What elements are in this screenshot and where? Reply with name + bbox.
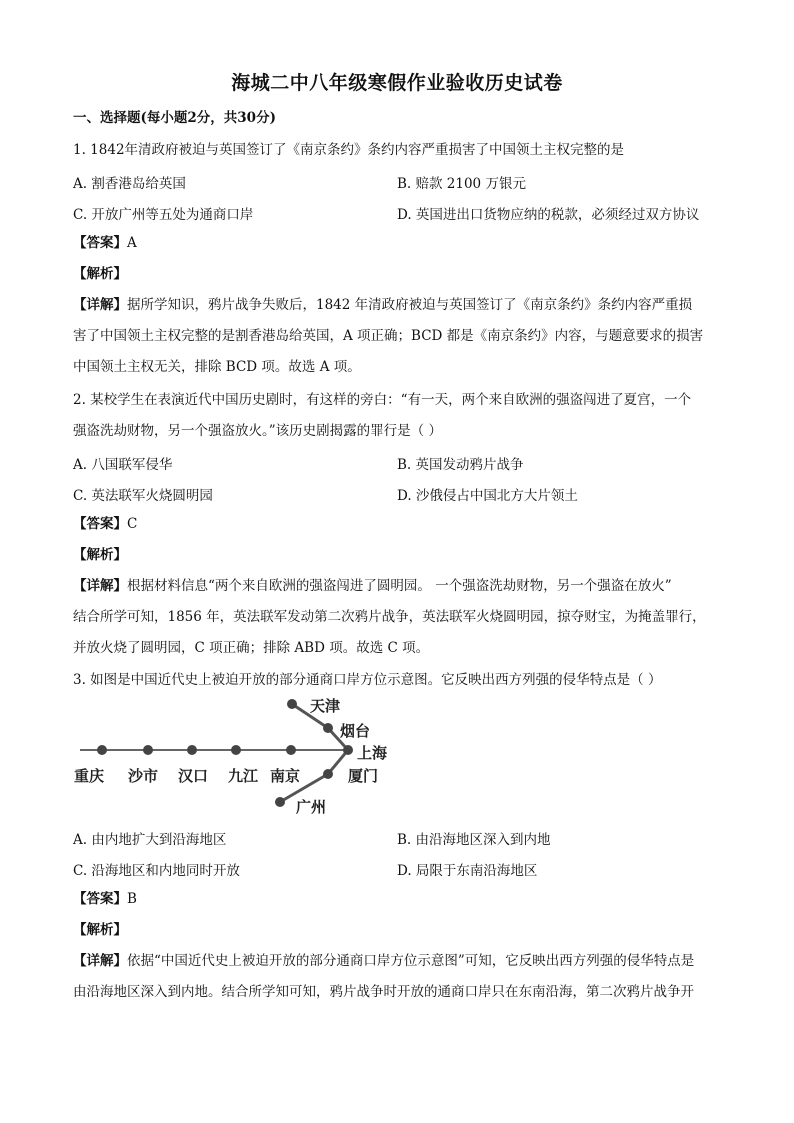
port-dot-shanghai [343, 745, 353, 755]
q2-option-b: B. 英国发动鸦片战争 [397, 457, 524, 473]
answer-value: C [127, 516, 138, 532]
map-label-guangzhou: 广州 [296, 798, 327, 816]
q3-answer [73, 889, 137, 909]
map-label-shanghai: 上海 [357, 744, 388, 762]
detail-text: 根据材料信息“两个来自欧洲的强盗闯进了圆明园。 一个强盗洗劫财物，另一个强盗在放火” [127, 578, 672, 594]
map-label-jiujiang: 九江 [228, 767, 259, 785]
q2-answer [73, 514, 137, 534]
q3-option-b: B. 由沿海地区深入到内地 [397, 832, 551, 848]
q3-option-a: A. 由内地扩大到沿海地区 [73, 832, 227, 848]
q1-option-b: B. 赔款 2100 万银元 [397, 176, 526, 192]
map-label-hankou: 汉口 [178, 767, 209, 785]
detail-text: 依据“中国近代史上被迫开放的部分通商口岸方位示意图”可知，它反映出西方列强的侵华特点是 [127, 953, 695, 969]
port-dot-xiamen [323, 769, 333, 779]
q2-stem-line-2: 强盗洗劫财物，另一个强盗放火。”该历史剧揭露的罪行是（ ） [73, 423, 442, 439]
q2-option-a: A. 八国联军侵华 [73, 457, 173, 473]
q3-analysis-label: 【解析】 [73, 922, 127, 938]
answer-value: A [127, 235, 137, 251]
map-label-shashi: 沙市 [128, 767, 159, 785]
port-dot-chongqing [97, 745, 107, 755]
port-dot-nanjing [286, 745, 296, 755]
q3-detail-line-1 [73, 951, 694, 971]
detail-label: 【详解】 [73, 578, 127, 594]
q1-detail-line-2: 害了中国领土主权完整的是割香港岛给英国，A 项正确；BCD 都是《南京条约》内容，与题意要求的损害 [73, 328, 704, 344]
treaty-ports-map [70, 692, 410, 817]
map-label-tianjin: 天津 [310, 697, 341, 715]
section-heading: 一、选择题(每小题2分，共30分) [73, 110, 276, 126]
port-dot-shashi [143, 745, 153, 755]
q3-option-c: C. 沿海地区和内地同时开放 [73, 863, 240, 879]
q2-stem-line-1: 2. 某校学生在表演近代中国历史剧时，有这样的旁白：“有一天，两个来自欧洲的强盗闯进了夏宫，一个 [73, 392, 692, 408]
q2-option-d: D. 沙俄侵占中国北方大片领土 [397, 488, 578, 504]
q2-detail-line-3: 并放火烧了圆明园，C 项正确；排除 ABD 项。故选 C 项。 [73, 640, 430, 656]
detail-label: 【详解】 [73, 953, 127, 969]
q3-stem: 3. 如图是中国近代史上被迫开放的部分通商口岸方位示意图。它反映出西方列强的侵华特点是（ ） [73, 672, 662, 688]
detail-label: 【详解】 [73, 297, 127, 313]
q3-detail-line-2: 由沿海地区深入到内地。结合所学知可知，鸦片战争时开放的通商口岸只在东南沿海，第二次鸦片战争开 [73, 984, 694, 1000]
map-label-yantai: 烟台 [340, 722, 371, 740]
q1-option-d: D. 英国进出口货物应纳的税款，必须经过双方协议 [397, 207, 700, 223]
answer-label: 【答案】 [73, 891, 127, 907]
answer-label: 【答案】 [73, 235, 127, 251]
q1-answer [73, 233, 137, 253]
q2-detail-line-1 [73, 576, 672, 596]
q1-option-a: A. 割香港岛给英国 [73, 176, 186, 192]
map-label-chongqing: 重庆 [74, 767, 105, 785]
q1-detail-line-3: 中国领土主权无关，排除 BCD 项。故选 A 项。 [73, 359, 361, 375]
q1-analysis-label: 【解析】 [73, 266, 127, 282]
page-title: 海城二中八年级寒假作业验收历史试卷 [231, 72, 563, 94]
q2-analysis-label: 【解析】 [73, 547, 127, 563]
port-dot-hankou [187, 745, 197, 755]
q2-detail-line-2: 结合所学可知，1856 年，英法联军发动第二次鸦片战争，英法联军火烧圆明园，掠夺财宝，为掩盖罪行， [73, 609, 706, 625]
q1-detail-line-1 [73, 295, 692, 315]
port-dot-jiujiang [231, 745, 241, 755]
port-dot-yantai [323, 723, 333, 733]
q1-option-c: C. 开放广州等五处为通商口岸 [73, 207, 254, 223]
map-label-nanjing: 南京 [270, 767, 301, 785]
map-label-xiamen: 厦门 [348, 767, 379, 785]
q3-option-d: D. 局限于东南沿海地区 [397, 863, 538, 879]
answer-value: B [127, 891, 137, 907]
answer-label: 【答案】 [73, 516, 127, 532]
q2-option-c: C. 英法联军火烧圆明园 [73, 488, 213, 504]
q1-stem: 1. 1842年清政府被迫与英国签订了《南京条约》条约内容严重损害了中国领土主权完整的是 [73, 142, 625, 158]
port-dot-tianjin [287, 699, 297, 709]
detail-text: 据所学知识，鸦片战争失败后，1842 年清政府被迫与英国签订了《南京条约》条约内容严重损 [127, 297, 693, 313]
port-dot-guangzhou [275, 797, 285, 807]
